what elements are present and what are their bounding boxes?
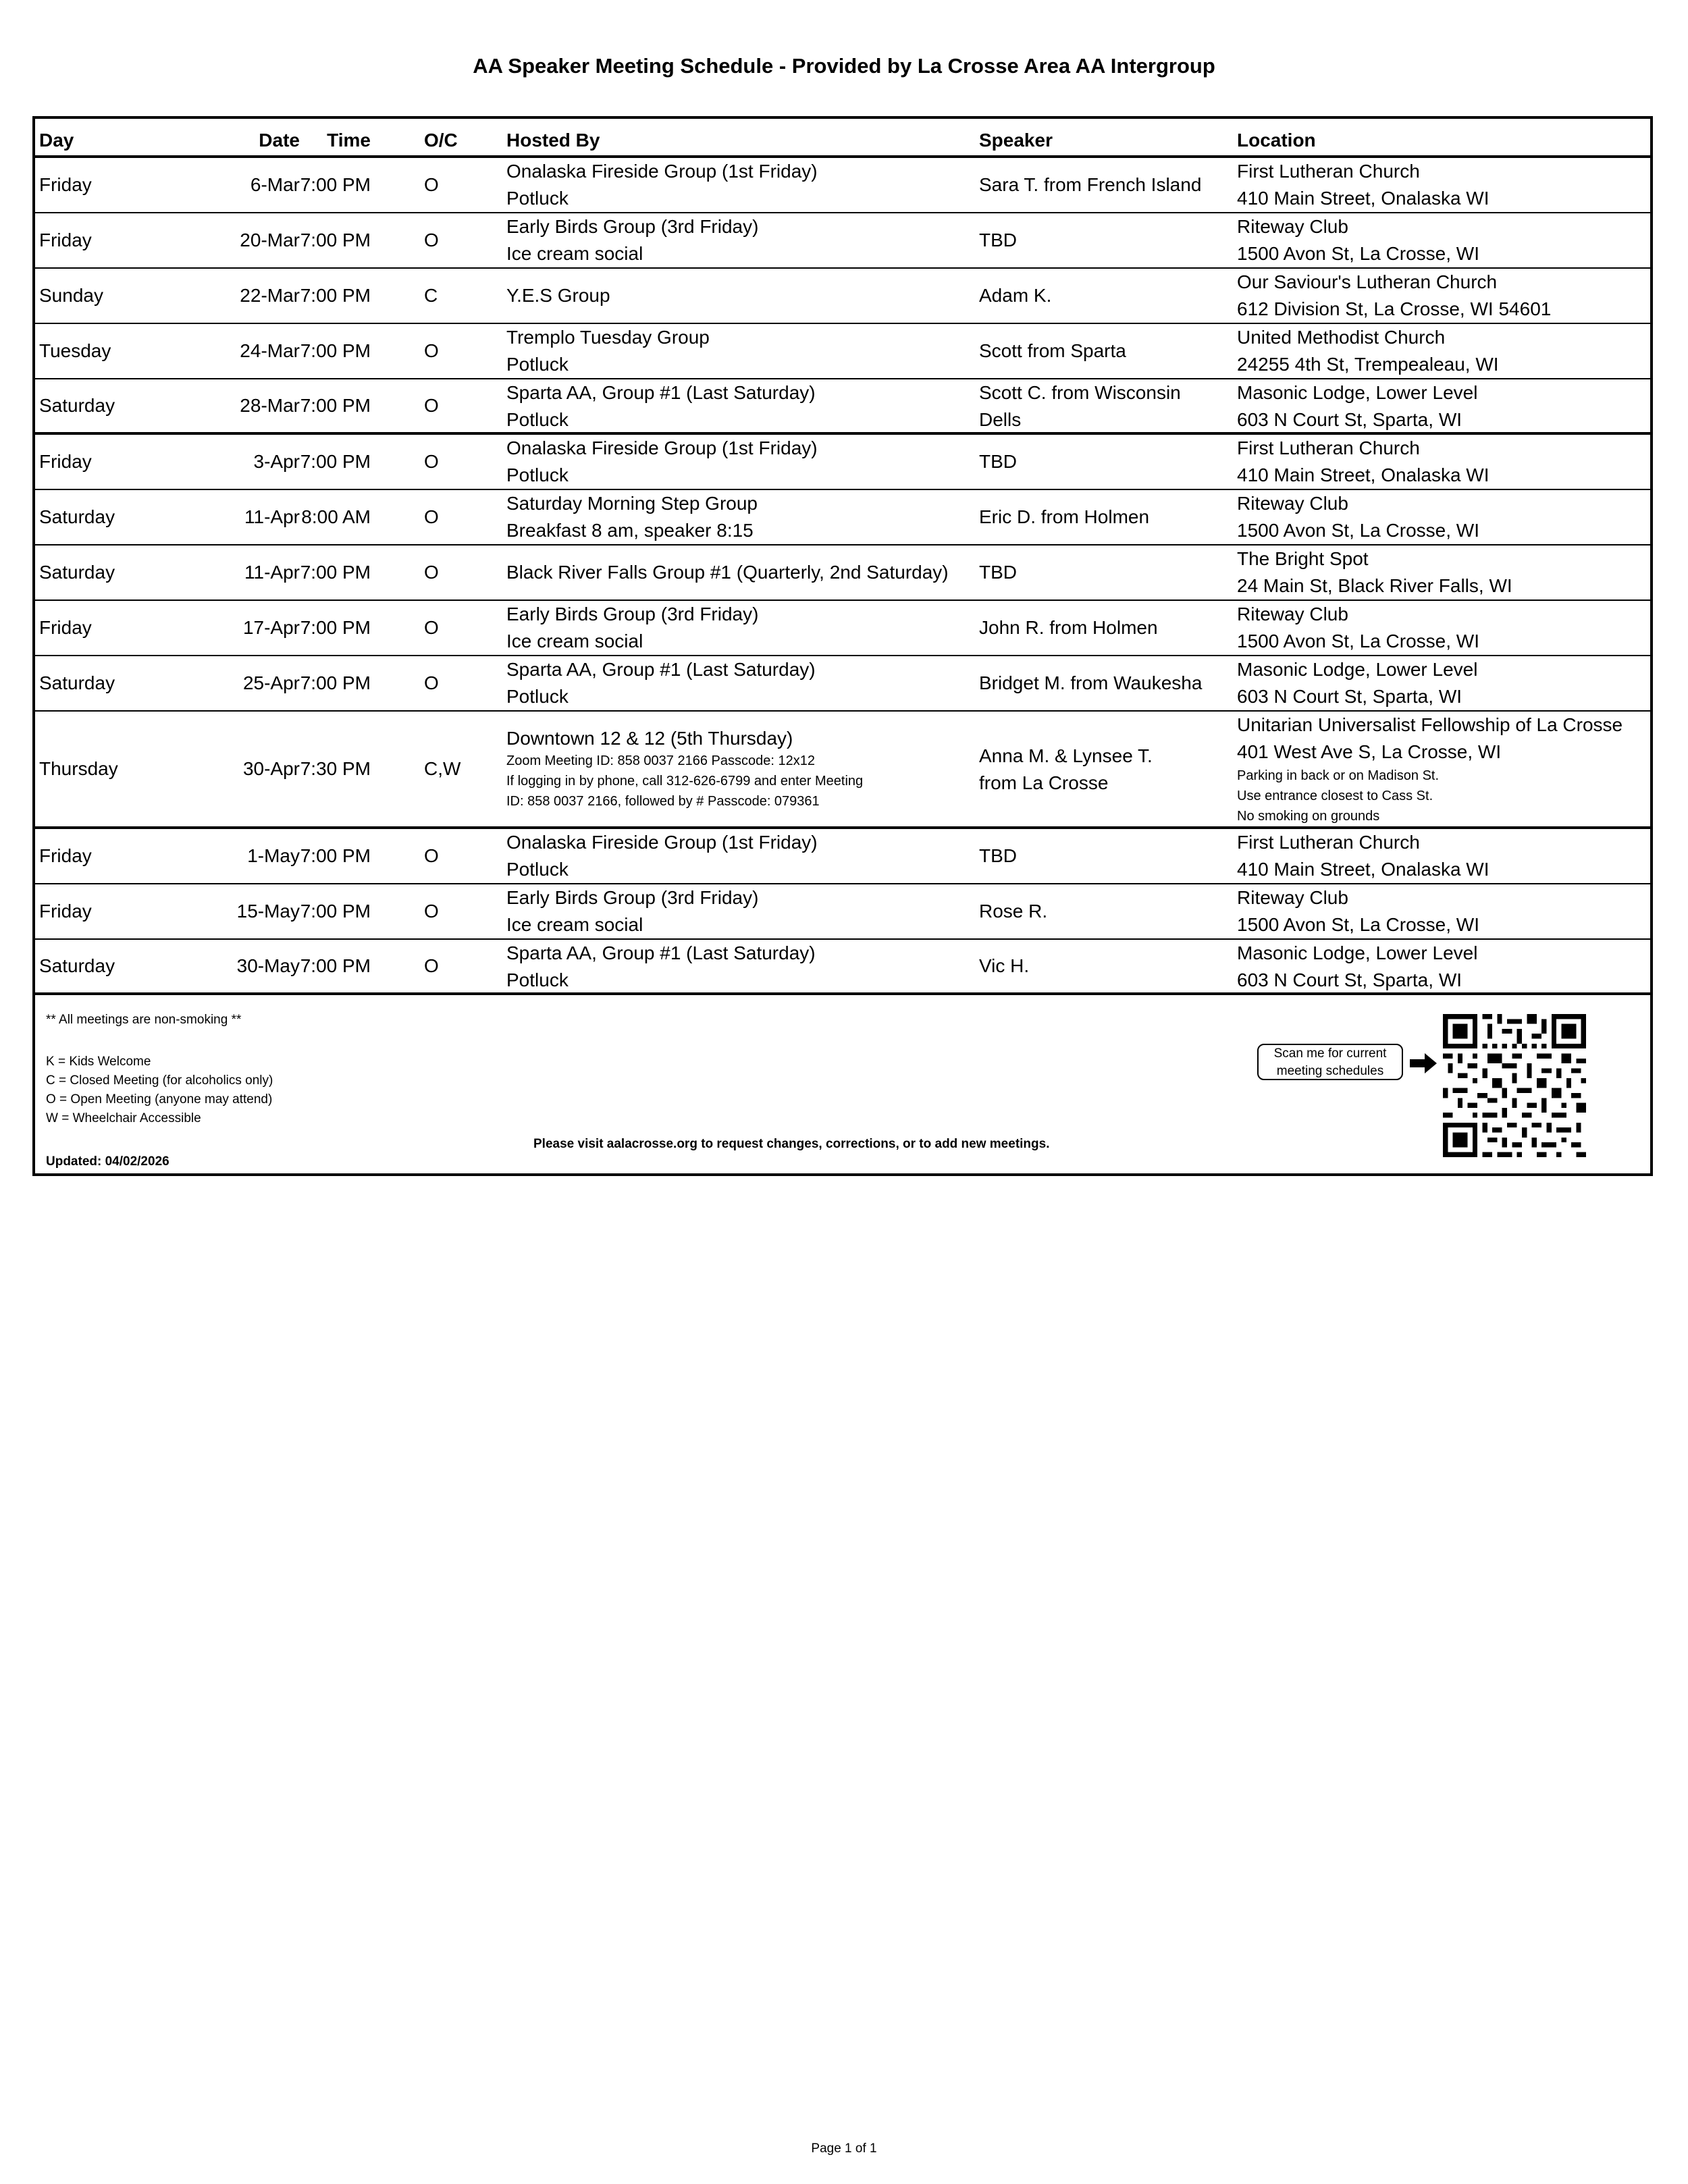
location-name: Riteway Club xyxy=(1237,887,1348,908)
location-name: The Bright Spot xyxy=(1237,548,1369,569)
table-row xyxy=(35,656,1650,712)
col-hosted: Hosted By xyxy=(506,130,600,151)
day: Tuesday xyxy=(39,340,111,361)
speaker: Anna M. & Lynsee T. xyxy=(979,745,1153,766)
host-group: Early Birds Group (3rd Friday) xyxy=(506,887,759,908)
table-row xyxy=(35,490,1650,545)
speaker-line2: Dells xyxy=(979,409,1022,430)
location-address: 1500 Avon St, La Crosse, WI xyxy=(1237,243,1480,264)
host-note: Ice cream social xyxy=(506,914,643,935)
open-closed: O xyxy=(424,955,439,976)
table-row xyxy=(35,213,1650,269)
date: 11-Apr xyxy=(244,506,300,527)
time: 7:00 PM xyxy=(300,230,371,250)
date: 15-May xyxy=(236,901,300,922)
nonsmoking-note: ** All meetings are non-smoking ** xyxy=(46,1013,242,1027)
location-address: 410 Main Street, Onalaska WI xyxy=(1237,188,1489,209)
location-address: 410 Main Street, Onalaska WI xyxy=(1237,859,1489,880)
open-closed: O xyxy=(424,451,439,472)
phone-info-2: ID: 858 0037 2166, followed by # Passcode: 079361 xyxy=(506,794,820,809)
legend-w: W = Wheelchair Accessible xyxy=(46,1111,201,1125)
location-address: 603 N Court St, Sparta, WI xyxy=(1237,969,1462,990)
host-group: Y.E.S Group xyxy=(506,285,610,306)
location-name: First Lutheran Church xyxy=(1237,161,1420,182)
host-note: Ice cream social xyxy=(506,631,643,651)
open-closed: O xyxy=(424,901,439,922)
location-note: Use entrance closest to Cass St. xyxy=(1237,789,1433,803)
open-closed: O xyxy=(424,672,439,693)
table-row xyxy=(35,379,1650,435)
page-title: AA Speaker Meeting Schedule - Provided by La Crosse Area AA Intergroup xyxy=(473,54,1215,78)
table-row xyxy=(35,829,1650,884)
location-address: 1500 Avon St, La Crosse, WI xyxy=(1237,914,1480,935)
date: 3-Apr xyxy=(253,451,300,472)
open-closed: O xyxy=(424,174,439,195)
arrow-right-icon xyxy=(1410,1053,1437,1073)
location-address: 410 Main Street, Onalaska WI xyxy=(1237,464,1489,485)
speaker: Sara T. from French Island xyxy=(979,174,1202,195)
time: 7:30 PM xyxy=(300,758,371,779)
time: 7:00 PM xyxy=(300,285,371,306)
location-address: 1500 Avon St, La Crosse, WI xyxy=(1237,631,1480,651)
table-row xyxy=(35,435,1650,490)
date: 28-Mar xyxy=(240,395,300,416)
location-note: No smoking on grounds xyxy=(1237,809,1380,824)
host-group: Black River Falls Group #1 (Quarterly, 2nd Saturday) xyxy=(506,562,949,583)
date: 6-Mar xyxy=(250,174,300,195)
col-oc: O/C xyxy=(424,130,458,151)
host-group: Sparta AA, Group #1 (Last Saturday) xyxy=(506,382,816,403)
location-name: First Lutheran Church xyxy=(1237,437,1420,458)
host-note: Potluck xyxy=(506,409,569,430)
scan-text-2: meeting schedules xyxy=(1276,1064,1384,1078)
host-note: Potluck xyxy=(506,354,569,375)
host-note: Potluck xyxy=(506,859,569,880)
location-name: Riteway Club xyxy=(1237,604,1348,624)
location-name: Unitarian Universalist Fellowship of La Crosse xyxy=(1237,714,1623,735)
table-header xyxy=(35,119,1650,158)
location-name: United Methodist Church xyxy=(1237,327,1446,348)
col-speaker: Speaker xyxy=(979,130,1053,151)
legend-c: C = Closed Meeting (for alcoholics only) xyxy=(46,1073,273,1088)
visit-note: Please visit aalacrosse.org to request changes, corrections, or to add new meetings. xyxy=(533,1137,1050,1151)
location-note: Parking in back or on Madison St. xyxy=(1237,768,1440,783)
location-address: 401 West Ave S, La Crosse, WI xyxy=(1237,741,1502,762)
updated-date: Updated: 04/02/2026 xyxy=(46,1154,169,1169)
time: 7:00 PM xyxy=(300,845,371,866)
col-date: Date xyxy=(259,130,300,151)
time: 7:00 PM xyxy=(300,174,371,195)
table-row xyxy=(35,940,1650,995)
speaker: TBD xyxy=(979,562,1017,583)
host-group: Early Birds Group (3rd Friday) xyxy=(506,216,759,237)
open-closed: O xyxy=(424,340,439,361)
schedule-table xyxy=(32,116,1653,1176)
open-closed: O xyxy=(424,617,439,638)
day: Friday xyxy=(39,901,92,922)
location-name: Riteway Club xyxy=(1237,216,1348,237)
location-name: Our Saviour's Lutheran Church xyxy=(1237,271,1498,292)
host-group: Onalaska Fireside Group (1st Friday) xyxy=(506,161,818,182)
day: Saturday xyxy=(39,506,115,527)
date: 25-Apr xyxy=(242,672,300,693)
speaker: Bridget M. from Waukesha xyxy=(979,672,1203,693)
date: 20-Mar xyxy=(240,230,300,250)
day: Friday xyxy=(39,230,92,250)
open-closed: O xyxy=(424,230,439,250)
location-address: 603 N Court St, Sparta, WI xyxy=(1237,686,1462,707)
day: Saturday xyxy=(39,395,115,416)
speaker: Scott C. from Wisconsin xyxy=(979,382,1181,403)
day: Friday xyxy=(39,617,92,638)
table-row xyxy=(35,324,1650,379)
location-address: 603 N Court St, Sparta, WI xyxy=(1237,409,1462,430)
table-row xyxy=(35,158,1650,213)
page-number: Page 1 of 1 xyxy=(811,2141,877,2156)
location-address: 612 Division St, La Crosse, WI 54601 xyxy=(1237,298,1552,319)
location-address: 24255 4th St, Trempealeau, WI xyxy=(1237,354,1499,375)
host-note: Breakfast 8 am, speaker 8:15 xyxy=(506,520,754,541)
location-name: First Lutheran Church xyxy=(1237,832,1420,853)
day: Friday xyxy=(39,845,92,866)
speaker-line2: from La Crosse xyxy=(979,772,1109,793)
open-closed: O xyxy=(424,506,439,527)
phone-info: If logging in by phone, call 312-626-6799 and enter Meeting xyxy=(506,774,864,789)
host-note: Potluck xyxy=(506,969,569,990)
table-row-thursday xyxy=(35,712,1650,829)
location-address: 24 Main St, Black River Falls, WI xyxy=(1237,575,1512,596)
day: Thursday xyxy=(39,758,118,779)
day: Saturday xyxy=(39,672,115,693)
open-closed: C,W xyxy=(424,758,461,779)
host-group: Onalaska Fireside Group (1st Friday) xyxy=(506,437,818,458)
date: 30-Apr xyxy=(242,758,300,779)
day: Saturday xyxy=(39,955,115,976)
table-footer xyxy=(35,998,1650,1175)
open-closed: O xyxy=(424,562,439,583)
date: 24-Mar xyxy=(240,340,300,361)
col-day: Day xyxy=(39,130,74,151)
host-note: Potluck xyxy=(506,188,569,209)
day: Sunday xyxy=(39,285,103,306)
time: 7:00 PM xyxy=(300,672,371,693)
time: 7:00 PM xyxy=(300,901,371,922)
host-note: Potluck xyxy=(506,464,569,485)
host-group: Sparta AA, Group #1 (Last Saturday) xyxy=(506,942,816,963)
zoom-info: Zoom Meeting ID: 858 0037 2166 Passcode: 12x12 xyxy=(506,753,815,768)
date: 17-Apr xyxy=(242,617,300,638)
speaker: John R. from Holmen xyxy=(979,617,1158,638)
host-group: Tremplo Tuesday Group xyxy=(506,327,710,348)
host-group: Saturday Morning Step Group xyxy=(506,493,758,514)
speaker: TBD xyxy=(979,845,1017,866)
speaker: Scott from Sparta xyxy=(979,340,1126,361)
time: 7:00 PM xyxy=(300,451,371,472)
day: Friday xyxy=(39,174,92,195)
speaker: Vic H. xyxy=(979,955,1030,976)
host-note: Ice cream social xyxy=(506,243,643,264)
table-row xyxy=(35,545,1650,601)
date: 22-Mar xyxy=(240,285,300,306)
time: 8:00 AM xyxy=(301,506,371,527)
host-group: Early Birds Group (3rd Friday) xyxy=(506,604,759,624)
table-row xyxy=(35,269,1650,324)
time: 7:00 PM xyxy=(300,395,371,416)
day: Friday xyxy=(39,451,92,472)
speaker: Eric D. from Holmen xyxy=(979,506,1150,527)
legend-o: O = Open Meeting (anyone may attend) xyxy=(46,1092,273,1107)
qr-code[interactable] xyxy=(1441,1014,1588,1157)
location-name: Riteway Club xyxy=(1237,493,1348,514)
speaker: Adam K. xyxy=(979,285,1052,306)
time: 7:00 PM xyxy=(300,562,371,583)
open-closed: O xyxy=(424,845,439,866)
date: 11-Apr xyxy=(244,562,300,583)
day: Saturday xyxy=(39,562,115,583)
table-row xyxy=(35,884,1650,940)
location-name: Masonic Lodge, Lower Level xyxy=(1237,382,1478,403)
speaker: Rose R. xyxy=(979,901,1048,922)
scan-text-1: Scan me for current xyxy=(1273,1046,1387,1061)
host-group: Downtown 12 & 12 (5th Thursday) xyxy=(506,728,793,749)
legend-k: K = Kids Welcome xyxy=(46,1055,151,1069)
speaker: TBD xyxy=(979,230,1017,250)
date: 1-May xyxy=(247,845,300,866)
scan-callout xyxy=(1257,1044,1403,1080)
location-name: Masonic Lodge, Lower Level xyxy=(1237,942,1478,963)
host-group: Sparta AA, Group #1 (Last Saturday) xyxy=(506,659,816,680)
location-address: 1500 Avon St, La Crosse, WI xyxy=(1237,520,1480,541)
col-location: Location xyxy=(1237,130,1316,151)
host-note: Potluck xyxy=(506,686,569,707)
speaker: TBD xyxy=(979,451,1017,472)
time: 7:00 PM xyxy=(300,955,371,976)
open-closed: O xyxy=(424,395,439,416)
date: 30-May xyxy=(236,955,300,976)
table-row xyxy=(35,601,1650,656)
location-name: Masonic Lodge, Lower Level xyxy=(1237,659,1478,680)
col-time: Time xyxy=(327,130,371,151)
time: 7:00 PM xyxy=(300,617,371,638)
time: 7:00 PM xyxy=(300,340,371,361)
host-group: Onalaska Fireside Group (1st Friday) xyxy=(506,832,818,853)
open-closed: C xyxy=(424,285,438,306)
